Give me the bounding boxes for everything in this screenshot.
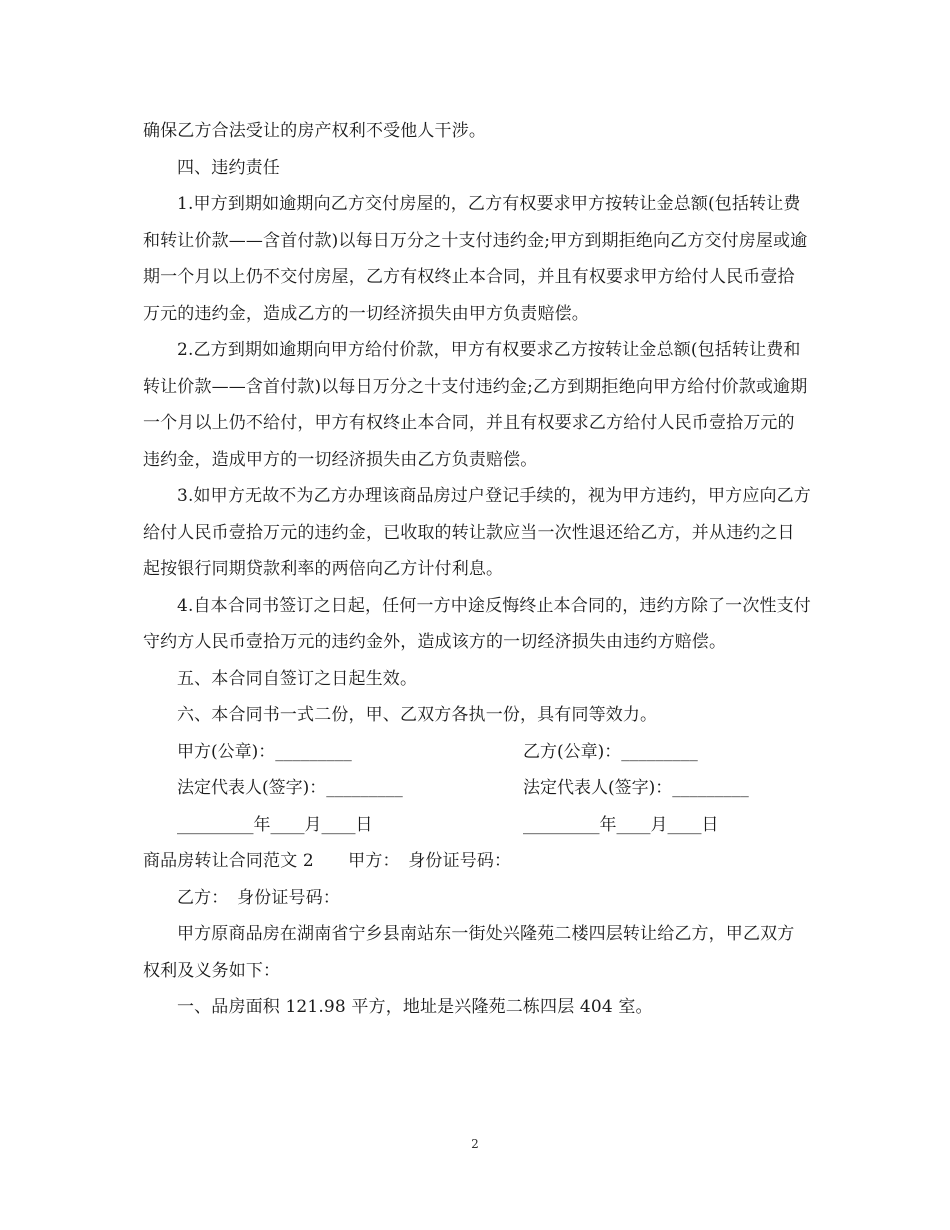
signature-row-date (143, 807, 811, 844)
sample-2-heading: 商品房转让合同范文 2 甲方： 身份证号码： (143, 851, 512, 871)
clause-2: 2.乙方到期如逾期向甲方给付价款，甲方有权要求乙方按转让金总额(包括转让费和转让价款——含首付款)以每日万分之十支付违约金;乙方到期拒绝向甲方给付价款或逾期一个月以上仍不给付，甲方有权终止本合同，并且有权要求乙方给付人民币壹拾万元的违约金，造成甲方的一切经济损失由乙方负责赔偿。 (143, 340, 808, 470)
section-effective: 五、本合同自签订之日起生效。 (177, 668, 418, 689)
sample-2-intro: 甲方原商品房在湖南省宁乡县南站东一街处兴隆苑二楼四层转让给乙方，甲乙双方权利及义务如下： (143, 924, 795, 981)
section-copies: 六、本合同书一式二份，甲、乙双方各执一份，具有同等效力。 (177, 705, 658, 725)
party-a-date-field: _________年____月____日 (177, 814, 373, 835)
party-b-representative-field: 法定代表人(签字)：_________ (523, 778, 749, 798)
paragraph-continuation: 确保乙方合法受让的房产权利不受他人干涉。 (143, 121, 486, 141)
signature-row-representative (143, 770, 811, 807)
party-a-representative-field: 法定代表人(签字)：_________ (177, 778, 403, 798)
clause-3: 3.如甲方无故不为乙方办理该商品房过户登记手续的，视为甲方违约，甲方应向乙方给付人民币壹拾万元的违约金，已收取的转让款应当一次性退还给乙方，并从违约之日起按银行同期贷款利率的两倍向乙方计付利息。 (143, 486, 811, 579)
clause-4: 4.自本合同书签订之日起，任何一方中途反悔终止本合同的，违约方除了一次性支付守约方人民币壹拾万元的违约金外，造成该方的一切经济损失由违约方赔偿。 (143, 595, 811, 652)
clause-1: 1.甲方到期如逾期向乙方交付房屋的，乙方有权要求甲方按转让金总额(包括转让费和转让价款——含首付款)以每日万分之十支付违约金;甲方到期拒绝向乙方交付房屋或逾期一个月以上仍不交付房屋，乙方有权终止本合同，并且有权要求甲方给付人民币壹拾万元的违约金，造成乙方的一切经济损失由甲方负责赔偿。 (143, 194, 808, 324)
party-b-date-field: _________年____月____日 (523, 814, 719, 835)
party-a-seal-field: 甲方(公章)：_________ (177, 741, 352, 762)
sample-2-clause-1: 一、品房面积 121.98 平方，地址是兴隆苑二栋四层 404 室。 (177, 997, 653, 1017)
party-b-id-line: 乙方： 身份证号码： (177, 887, 340, 908)
section-heading-breach: 四、违约责任 (177, 157, 280, 178)
signature-row-seal (143, 734, 811, 771)
document-body (143, 113, 811, 1026)
party-b-seal-field: 乙方(公章)：_________ (523, 741, 698, 762)
page-number: 2 (471, 1137, 479, 1151)
